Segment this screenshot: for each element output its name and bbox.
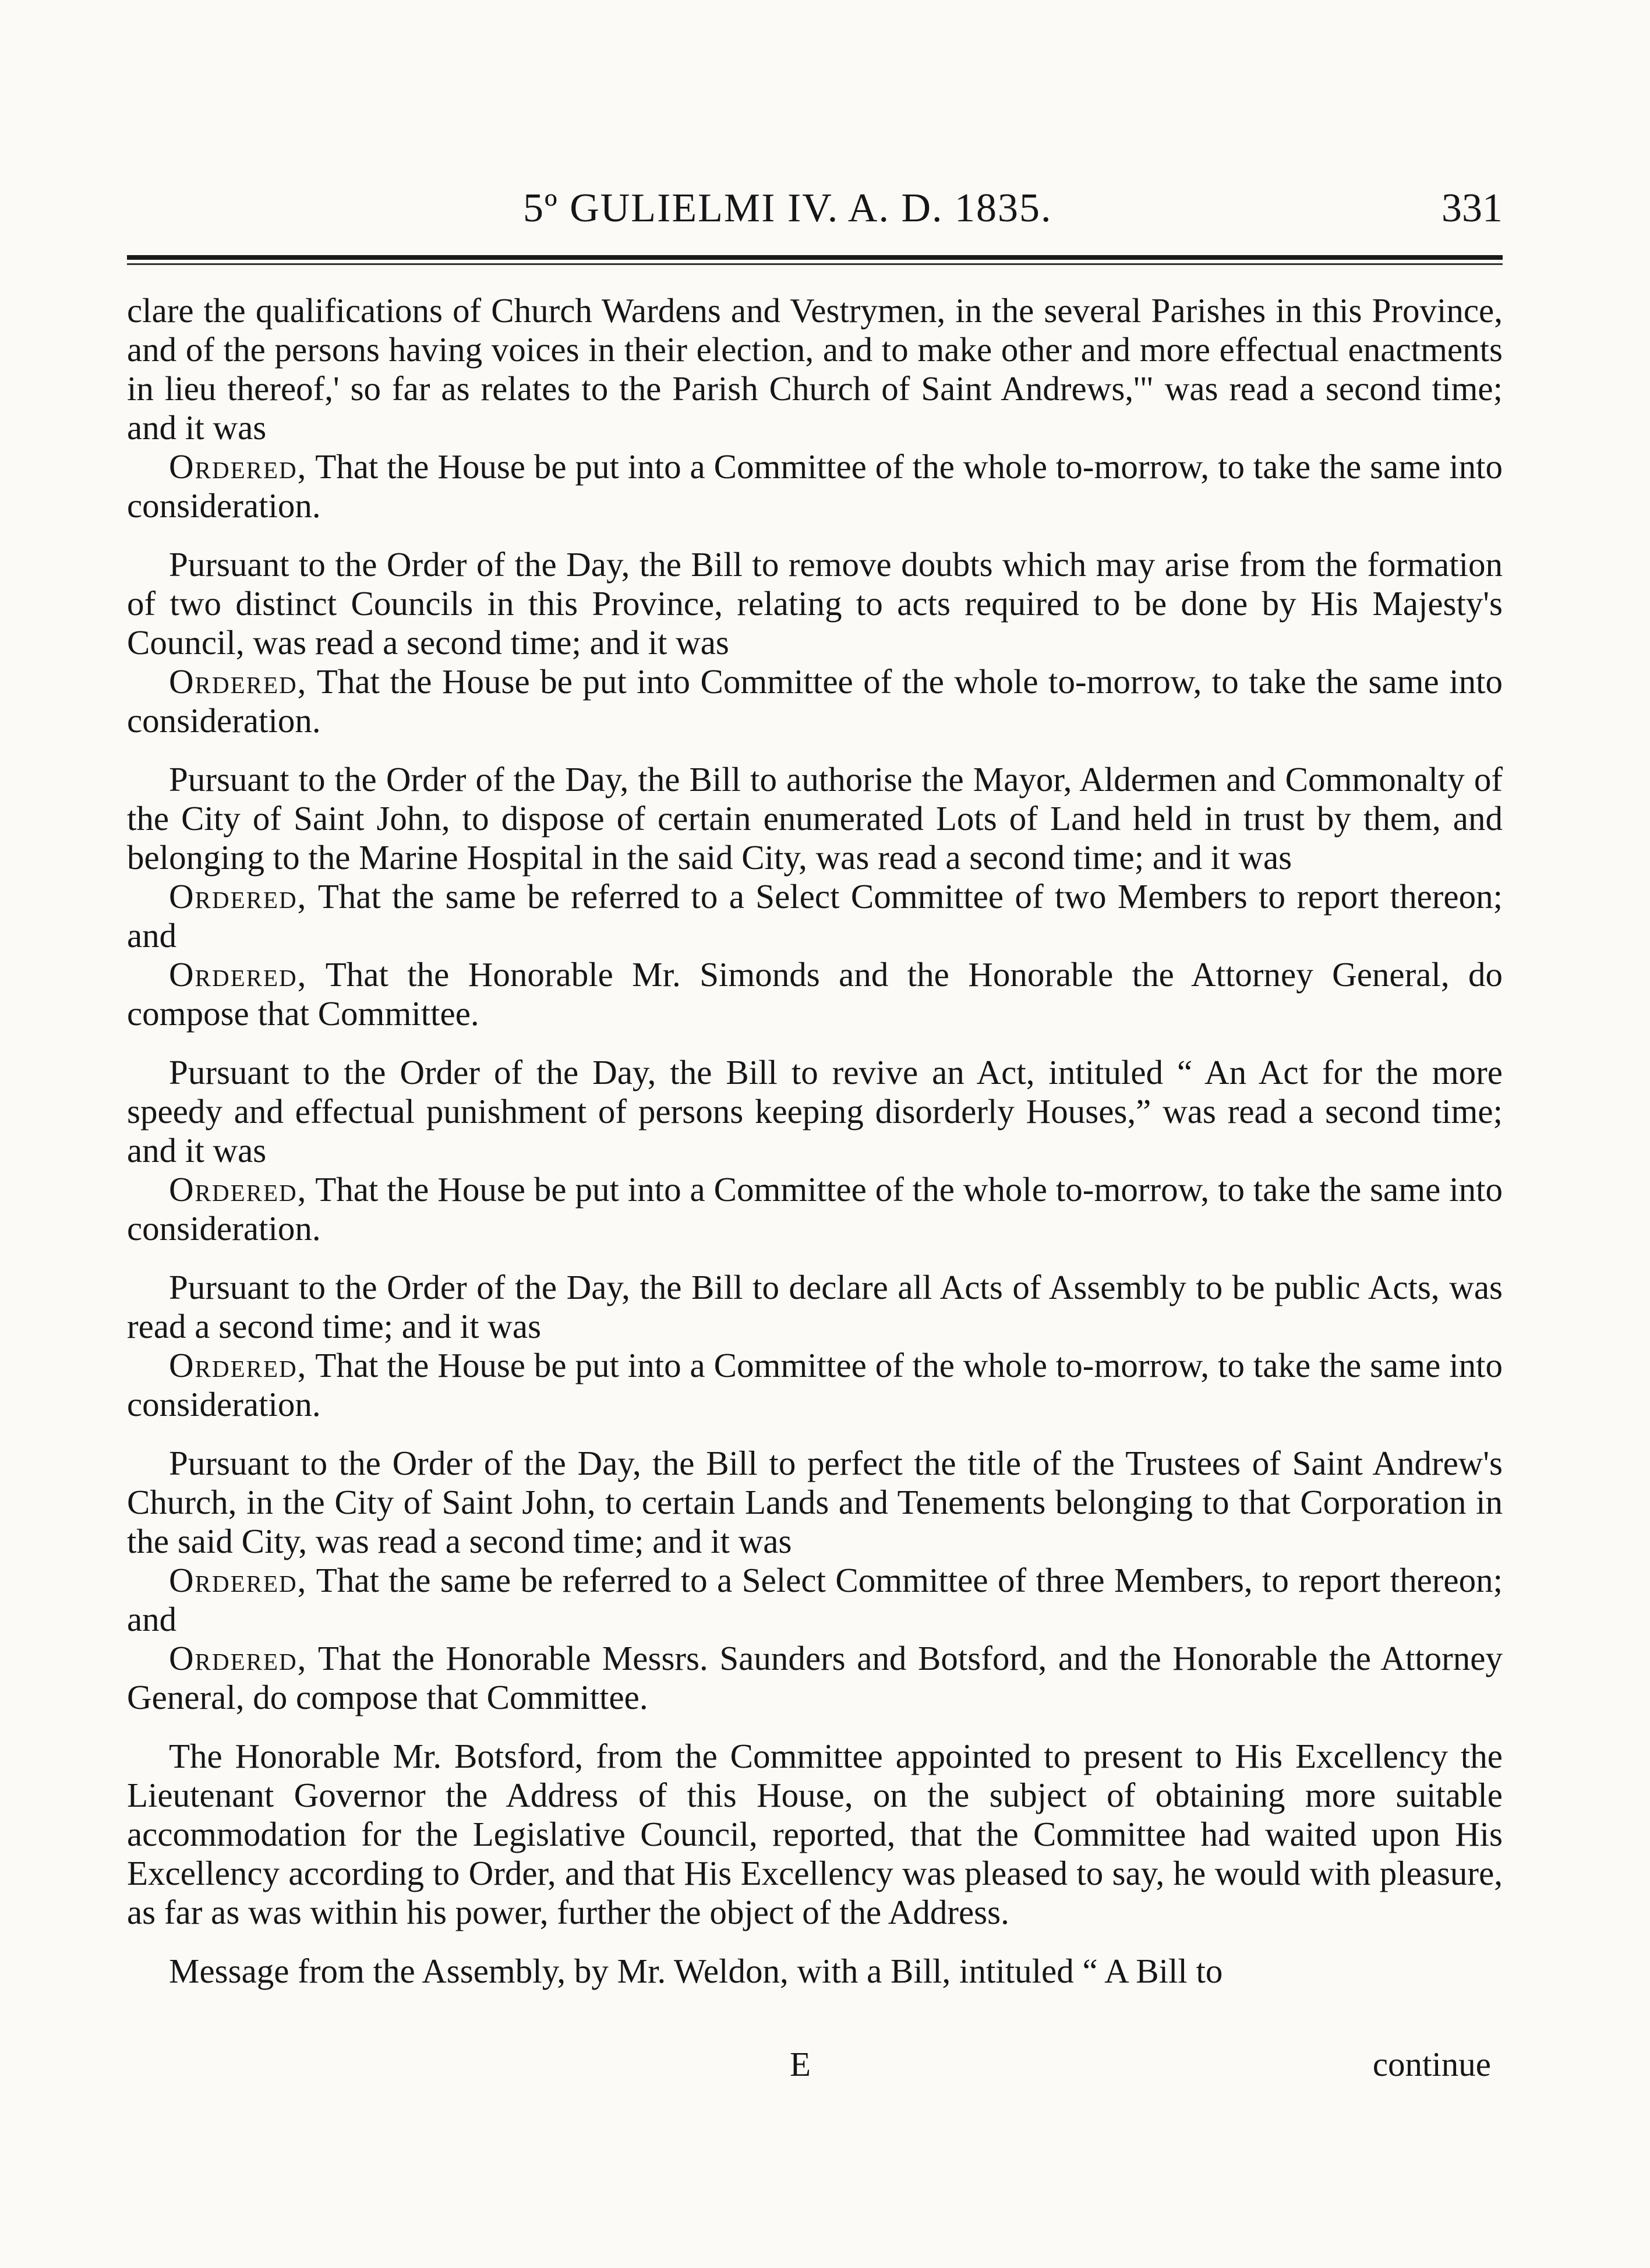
paragraph-text: That the same be referred to a Select Committee of two Members to report thereon; and bbox=[127, 877, 1503, 955]
paragraph bbox=[127, 662, 1503, 740]
paragraph bbox=[127, 1170, 1503, 1248]
paragraph bbox=[127, 955, 1503, 1033]
running-header bbox=[127, 185, 1503, 243]
paragraph-text: Pursuant to the Order of the Day, the Bill to declare all Acts of Assembly to be public Acts, was read a second time; and it was bbox=[127, 1268, 1503, 1345]
paragraph-text: That the House be put into a Committee of the whole to-morrow, to take the same into consideration. bbox=[127, 1170, 1503, 1248]
paragraph-text: That the House be put into a Committee of the whole to-morrow, to take the same into consideration. bbox=[127, 1346, 1503, 1423]
paragraph-text: That the House be put into a Committee of the whole to-morrow, to take the same into consideration. bbox=[127, 447, 1503, 525]
paragraph bbox=[127, 545, 1503, 662]
paragraph-lead: Ordered, bbox=[169, 1561, 308, 1599]
paragraph bbox=[127, 760, 1503, 877]
paragraph-lead: Ordered, bbox=[169, 877, 308, 916]
paragraph-text: That the same be referred to a Select Committee of three Members, to report thereon; and bbox=[127, 1561, 1503, 1638]
paragraph bbox=[127, 1346, 1503, 1424]
paragraph-text: That the Honorable Mr. Simonds and the Honorable the Attorney General, do compose that Committee. bbox=[127, 955, 1503, 1033]
paragraph-text: That the Honorable Messrs. Saunders and Botsford, and the Honorable the Attorney General, do compose that Committee. bbox=[127, 1639, 1503, 1716]
paragraph-text: Message from the Assembly, by Mr. Weldon, with a Bill, intituled “ A Bill to bbox=[169, 1952, 1223, 1990]
header-rule bbox=[127, 255, 1503, 260]
paragraph-lead: Ordered, bbox=[169, 1170, 308, 1209]
paragraph bbox=[127, 877, 1503, 955]
paragraph-lead: Ordered, bbox=[169, 662, 308, 701]
paragraph-text: Pursuant to the Order of the Day, the Bill to remove doubts which may arise from the formation of two distinct Councils in this Province, relating to acts required to be done by His Majesty's Council, was read a second time; and it was bbox=[127, 545, 1503, 662]
paragraph bbox=[127, 291, 1503, 447]
journal-text bbox=[127, 291, 1503, 1991]
page-number: 331 bbox=[1441, 186, 1503, 231]
paragraph-text: Pursuant to the Order of the Day, the Bill to revive an Act, intituled “ An Act for the more speedy and effectual punishment of persons keeping disorderly Houses,” was read a second time; and it was bbox=[127, 1053, 1503, 1170]
paragraph bbox=[127, 1053, 1503, 1170]
paragraph-text: clare the qualifications of Church Wardens and Vestrymen, in the several Parishes in this Province, and of the persons having voices in their election, and to make other and more effectual enactments in lieu thereof,' so far as relates to the Parish Church of Saint Andrews,'" was read a second time; and it was bbox=[127, 291, 1503, 447]
page-footer bbox=[127, 2044, 1503, 2091]
header-title: 5º GULIELMI IV. A. D. 1835. bbox=[523, 186, 1052, 231]
paragraph bbox=[127, 1639, 1503, 1717]
paragraph bbox=[127, 1737, 1503, 1932]
paragraph-lead: Ordered, bbox=[169, 955, 308, 994]
paragraph bbox=[127, 447, 1503, 525]
paragraph-text: Pursuant to the Order of the Day, the Bill to perfect the title of the Trustees of Saint Andrew's Church, in the City of Saint John, to certain Lands and Tenements belonging to that Corporation in the said City, was read a second time; and it was bbox=[127, 1444, 1503, 1560]
paragraph-text: That the House be put into Committee of the whole to-morrow, to take the same into consideration. bbox=[127, 662, 1503, 740]
paragraph bbox=[127, 1952, 1503, 1991]
header-rule-thin bbox=[127, 263, 1503, 265]
paragraph bbox=[127, 1444, 1503, 1561]
catchword: continue bbox=[1372, 2045, 1491, 2083]
paragraph-text: Pursuant to the Order of the Day, the Bill to authorise the Mayor, Aldermen and Commonalty of the City of Saint John, to dispose of certain enumerated Lots of Land held in trust by them, and belonging to the Marine Hospital in the said City, was read a second time; and it was bbox=[127, 760, 1503, 877]
signature-mark: E bbox=[790, 2045, 811, 2083]
paragraph-lead: Ordered, bbox=[169, 1346, 308, 1384]
paragraph-lead: Ordered, bbox=[169, 447, 308, 486]
paragraph-text: The Honorable Mr. Botsford, from the Committee appointed to present to His Excellency the Lieutenant Governor the Address of this House, on the subject of obtaining more suitable accommodation for the Legislative Council, reported, that the Committee had waited upon His Excellency according to Order, and that His Excellency was pleased to say, he would with pleasure, as far as was within his power, further the object of the Address. bbox=[127, 1737, 1503, 1931]
paragraph bbox=[127, 1561, 1503, 1639]
paragraph-lead: Ordered, bbox=[169, 1639, 308, 1677]
paragraph bbox=[127, 1268, 1503, 1346]
